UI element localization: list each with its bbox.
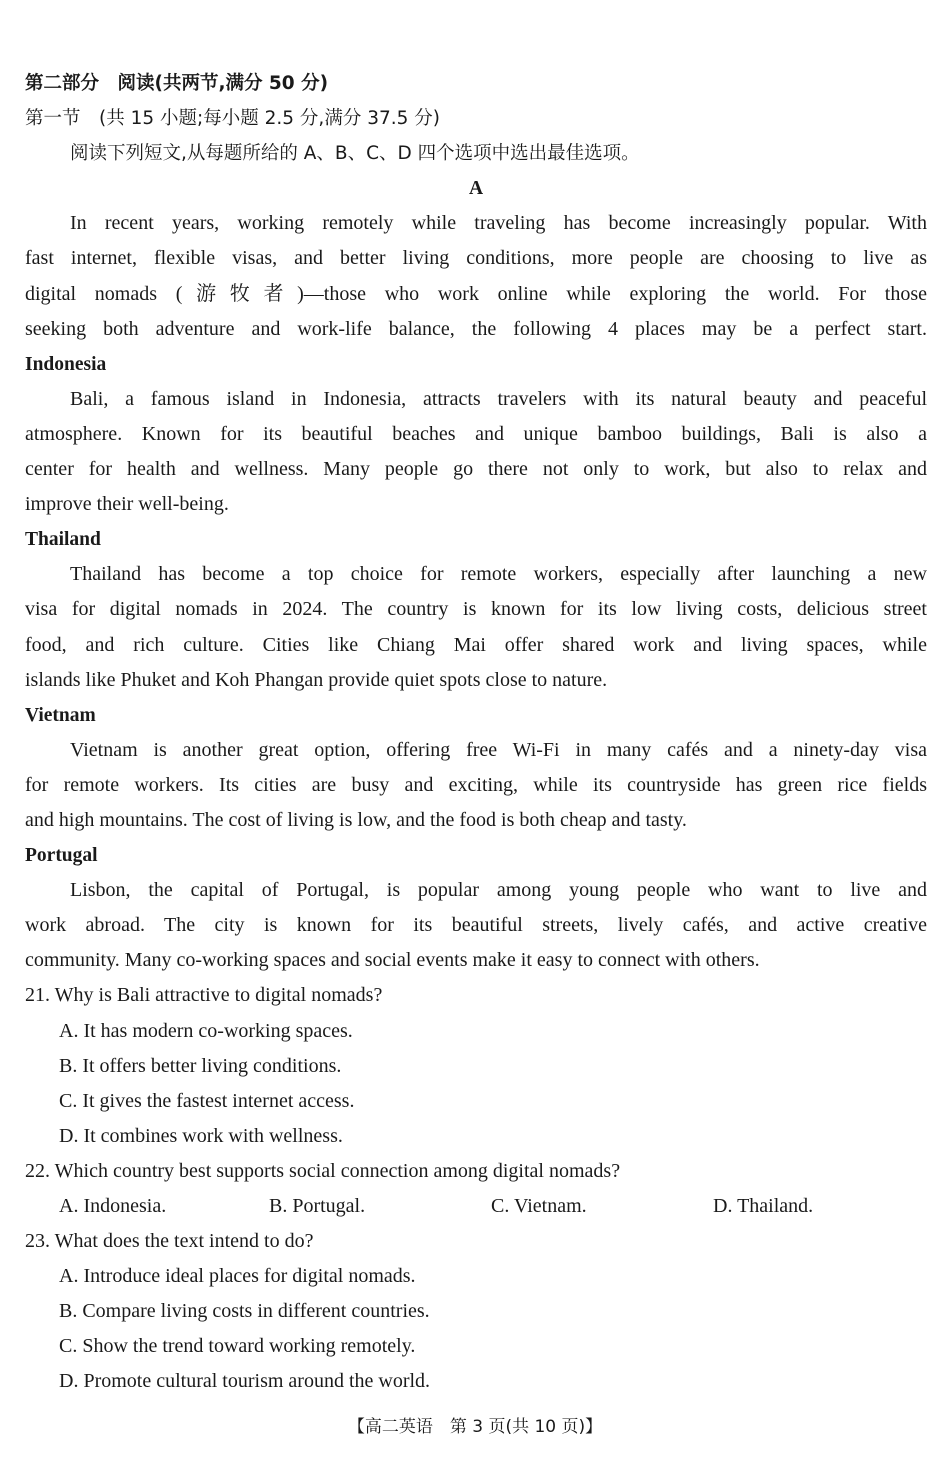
paragraph-line: Thailand has become a top choice for remote workers, especially after launching a new — [70, 563, 927, 586]
exam-page — [25, 66, 927, 1400]
paragraph-line: community. Many co-working spaces and social events make it easy to connect with others. — [25, 949, 760, 972]
answer-option: C. It gives the fastest internet access. — [59, 1089, 355, 1112]
question-stem: 21. Why is Bali attractive to digital nomads? — [25, 984, 383, 1007]
place-portugal — [25, 838, 927, 978]
answer-option: B. Portugal. — [269, 1195, 366, 1217]
place-heading: Indonesia — [25, 353, 107, 375]
place-heading: Thailand — [25, 529, 101, 551]
section-title: 第二部分 阅读(共两节,满分 50 分) — [25, 73, 329, 94]
paragraph-line: In recent years, working remotely while traveling has become increasingly popular. With — [70, 212, 927, 235]
answer-option: C. Show the trend toward working remotely. — [59, 1335, 416, 1358]
answer-option: A. It has modern co-working spaces. — [59, 1019, 353, 1042]
answer-options-row — [25, 1189, 927, 1224]
paragraph-line: work abroad. The city is known for its beautiful streets, lively cafés, and active creative — [25, 914, 927, 937]
paragraph-line: Bali, a famous island in Indonesia, attracts travelers with its natural beauty and peaceful — [70, 387, 927, 410]
paragraph-line: Vietnam is another great option, offering free Wi-Fi in many cafés and a ninety-day visa — [70, 738, 927, 761]
paragraph-line: for remote workers. Its cities are busy and exciting, while its countryside has green rice fields — [25, 773, 927, 796]
paragraph-line: seeking both adventure and work-life balance, the following 4 places may be a perfect start. — [25, 317, 927, 340]
place-thailand — [25, 522, 927, 697]
place-heading: Vietnam — [25, 704, 96, 726]
section-instruction: 阅读下列短文,从每题所给的 A、B、C、D 四个选项中选出最佳选项。 — [70, 143, 640, 165]
passage-intro — [25, 206, 927, 346]
answer-option: D. Thailand. — [713, 1195, 814, 1217]
paragraph-line: improve their well-being. — [25, 493, 229, 516]
question-stem: 22. Which country best supports social connection among digital nomads? — [25, 1159, 621, 1182]
answer-option: D. It combines work with wellness. — [59, 1124, 343, 1147]
paragraph-line: and high mountains. The cost of living is low, and the food is both cheap and tasty. — [25, 808, 687, 831]
paragraph-line: digital nomads (游牧者)—those who work online while exploring the world. For those — [25, 282, 927, 305]
place-indonesia — [25, 347, 927, 522]
answer-option: A. Indonesia. — [59, 1195, 167, 1217]
paragraph-line: visa for digital nomads in 2024. The country is known for its low living costs, delicious street — [25, 598, 927, 621]
place-vietnam — [25, 698, 927, 838]
question-22 — [25, 1154, 927, 1224]
question-stem: 23. What does the text intend to do? — [25, 1230, 314, 1253]
answer-option: B. Compare living costs in different countries. — [59, 1300, 430, 1323]
paragraph-line: center for health and wellness. Many people go there not only to work, but also to relax and — [25, 458, 927, 481]
paragraph-line: Lisbon, the capital of Portugal, is popular among young people who want to live and — [70, 879, 927, 902]
question-23 — [25, 1224, 927, 1399]
place-heading: Portugal — [25, 845, 98, 867]
answer-option: B. It offers better living conditions. — [59, 1054, 342, 1077]
answer-option: C. Vietnam. — [491, 1195, 587, 1217]
paragraph-line: atmosphere. Known for its beautiful beaches and unique bamboo buildings, Bali is also a — [25, 422, 927, 445]
passage-label: A — [468, 178, 484, 200]
paragraph-line: islands like Phuket and Koh Phangan provide quiet spots close to nature. — [25, 668, 608, 691]
page-footer: 【高二英语 第 3 页(共 10 页)】 — [347, 1417, 603, 1437]
paragraph-line: food, and rich culture. Cities like Chiang Mai offer shared work and living spaces, while — [25, 633, 927, 656]
question-21 — [25, 978, 927, 1153]
answer-option: A. Introduce ideal places for digital nomads. — [59, 1265, 416, 1288]
answer-option: D. Promote cultural tourism around the world. — [59, 1370, 431, 1393]
section-subtitle: 第一节 (共 15 小题;每小题 2.5 分,满分 37.5 分) — [25, 108, 440, 130]
paragraph-line: fast internet, flexible visas, and better living conditions, more people are choosing to live as — [25, 247, 927, 270]
